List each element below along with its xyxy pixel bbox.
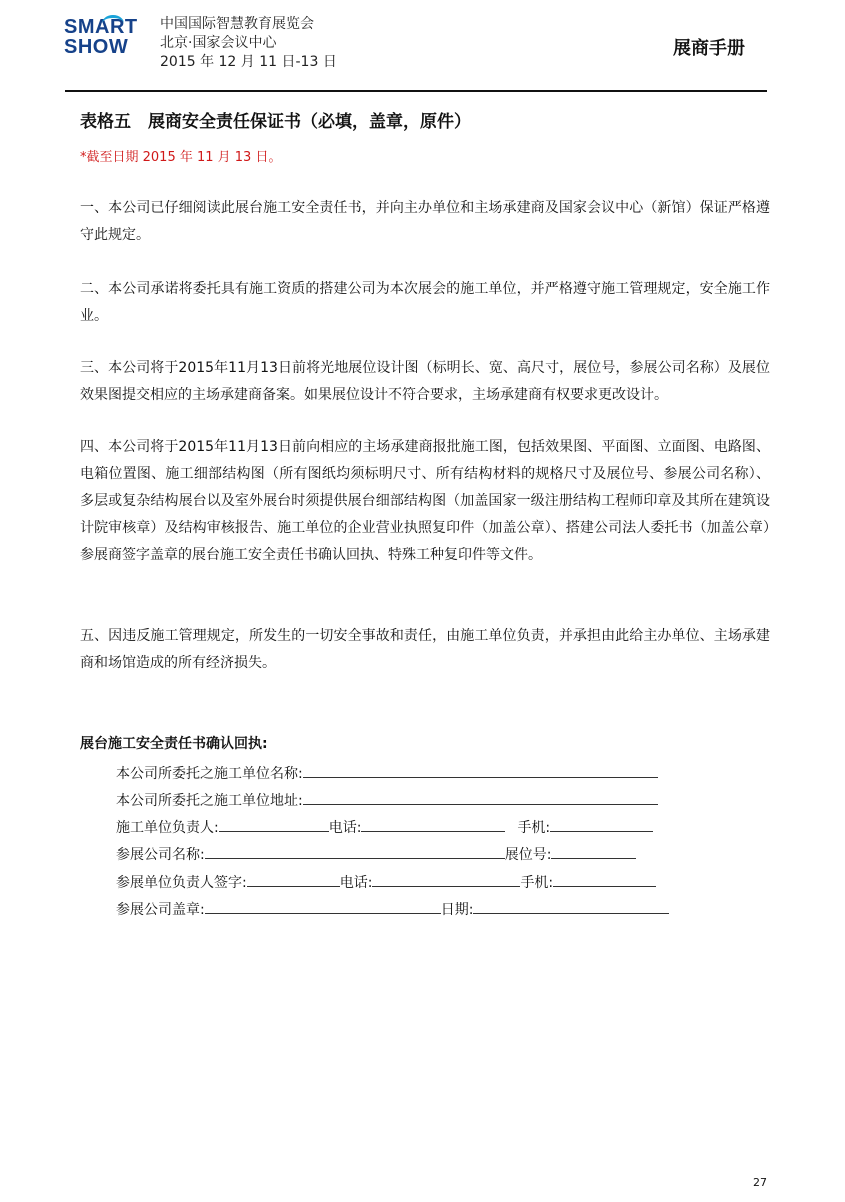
contractor-name-label: 本公司所委托之施工单位名称: [116, 766, 303, 782]
expo-name: 中国国际智慧教育展览会 [160, 16, 314, 32]
paragraph-5: 五、因违反施工管理规定，所发生的一切安全事故和责任，由施工单位负责，并承担由此给主办单位、主场承建商和场馆造成的所有经济损失。 [80, 628, 770, 671]
booth-no-blank[interactable] [551, 846, 636, 859]
contractor-head-label: 施工单位负责人: [116, 820, 219, 836]
exhibitor-name-label: 参展公司名称: [116, 847, 205, 863]
paragraph-2: 二、本公司承诺将委托具有施工资质的搭建公司为本次展会的施工单位，并严格遵守施工管理规定，安全施工作业。 [80, 281, 770, 324]
phone-blank[interactable] [361, 819, 505, 832]
logo-arc-icon [102, 15, 124, 32]
exhibitor-seal-label: 参展公司盖章: [116, 902, 205, 918]
mobile-blank-2[interactable] [553, 874, 656, 887]
contractor-name-row [116, 763, 658, 783]
mobile-label: 手机: [517, 820, 551, 836]
section-title: 表格五 展商安全责任保证书（必填，盖章，原件） [80, 112, 471, 132]
contractor-head-blank[interactable] [219, 819, 329, 832]
receipt-title: 展台施工安全责任书确认回执: [80, 736, 268, 752]
venue: 北京·国家会议中心 [160, 35, 277, 51]
header-info [160, 15, 337, 72]
exhibitor-seal-row [116, 899, 669, 919]
paragraph-4: 四、本公司将于2015年11月13日前向相应的主场承建商报批施工图，包括效果图、平面图、立面图、电路图、电箱位置图、施工细部结构图（所有图纸均须标明尺寸、所有结构材料的规格尺寸及展位号、参展公司名称）、多层或复杂结构展台以及室外展台时须提供展台细部结构图（加盖国家一级注册结构工程师印章及其所在建筑设计院审核章）及结构审核报告、施工单位的企业营业执照复印件（加盖公章）、搭建公司法人委托书（加盖公章）参展商签字盖章的展台施工安全责任书确认回执、特殊工种复印件等文件。 [80, 439, 770, 563]
contractor-head-row [116, 817, 653, 837]
phone-label-2: 电话: [339, 875, 373, 891]
deadline-note: *截至日期 2015 年 11 月 13 日。 [80, 150, 282, 165]
header-divider [65, 90, 767, 92]
exhibitor-sign-row [116, 872, 656, 892]
mobile-label-2: 手机: [520, 875, 554, 891]
logo-line-2: SHOW [64, 36, 129, 58]
booth-no-label: 展位号: [504, 847, 552, 863]
paragraph-1: 一、本公司已仔细阅读此展台施工安全责任书，并向主办单位和主场承建商及国家会议中心（新馆）保证严格遵守此规定。 [80, 200, 770, 243]
contractor-address-label: 本公司所委托之施工单位地址: [116, 793, 303, 809]
date-blank[interactable] [473, 901, 669, 914]
paragraph-3: 三、本公司将于2015年11月13日前将光地展位设计图（标明长、宽、高尺寸，展位号，参展公司名称）及展位效果图提交相应的主场承建商备案。如果展位设计不符合要求，主场承建商有权要求更改设计。 [80, 360, 770, 403]
phone-blank-2[interactable] [372, 874, 520, 887]
page-number: 27 [753, 1176, 767, 1189]
contractor-address-row [116, 790, 658, 810]
exhibitor-sign-blank[interactable] [247, 874, 340, 887]
exhibitor-name-row [116, 844, 636, 864]
smart-show-logo [64, 17, 150, 77]
mobile-blank[interactable] [550, 819, 653, 832]
exhibitor-sign-label: 参展单位负责人签字: [116, 875, 247, 891]
event-dates: 2015 年 12 月 11 日-13 日 [160, 54, 337, 70]
document-name: 展商手册 [673, 38, 745, 59]
exhibitor-seal-blank[interactable] [205, 901, 441, 914]
date-label: 日期: [440, 902, 474, 918]
contractor-name-blank[interactable] [303, 765, 658, 778]
exhibitor-name-blank[interactable] [205, 846, 505, 859]
contractor-address-blank[interactable] [303, 792, 658, 805]
phone-label: 电话: [328, 820, 362, 836]
logo-line-1: SMART [64, 16, 138, 38]
